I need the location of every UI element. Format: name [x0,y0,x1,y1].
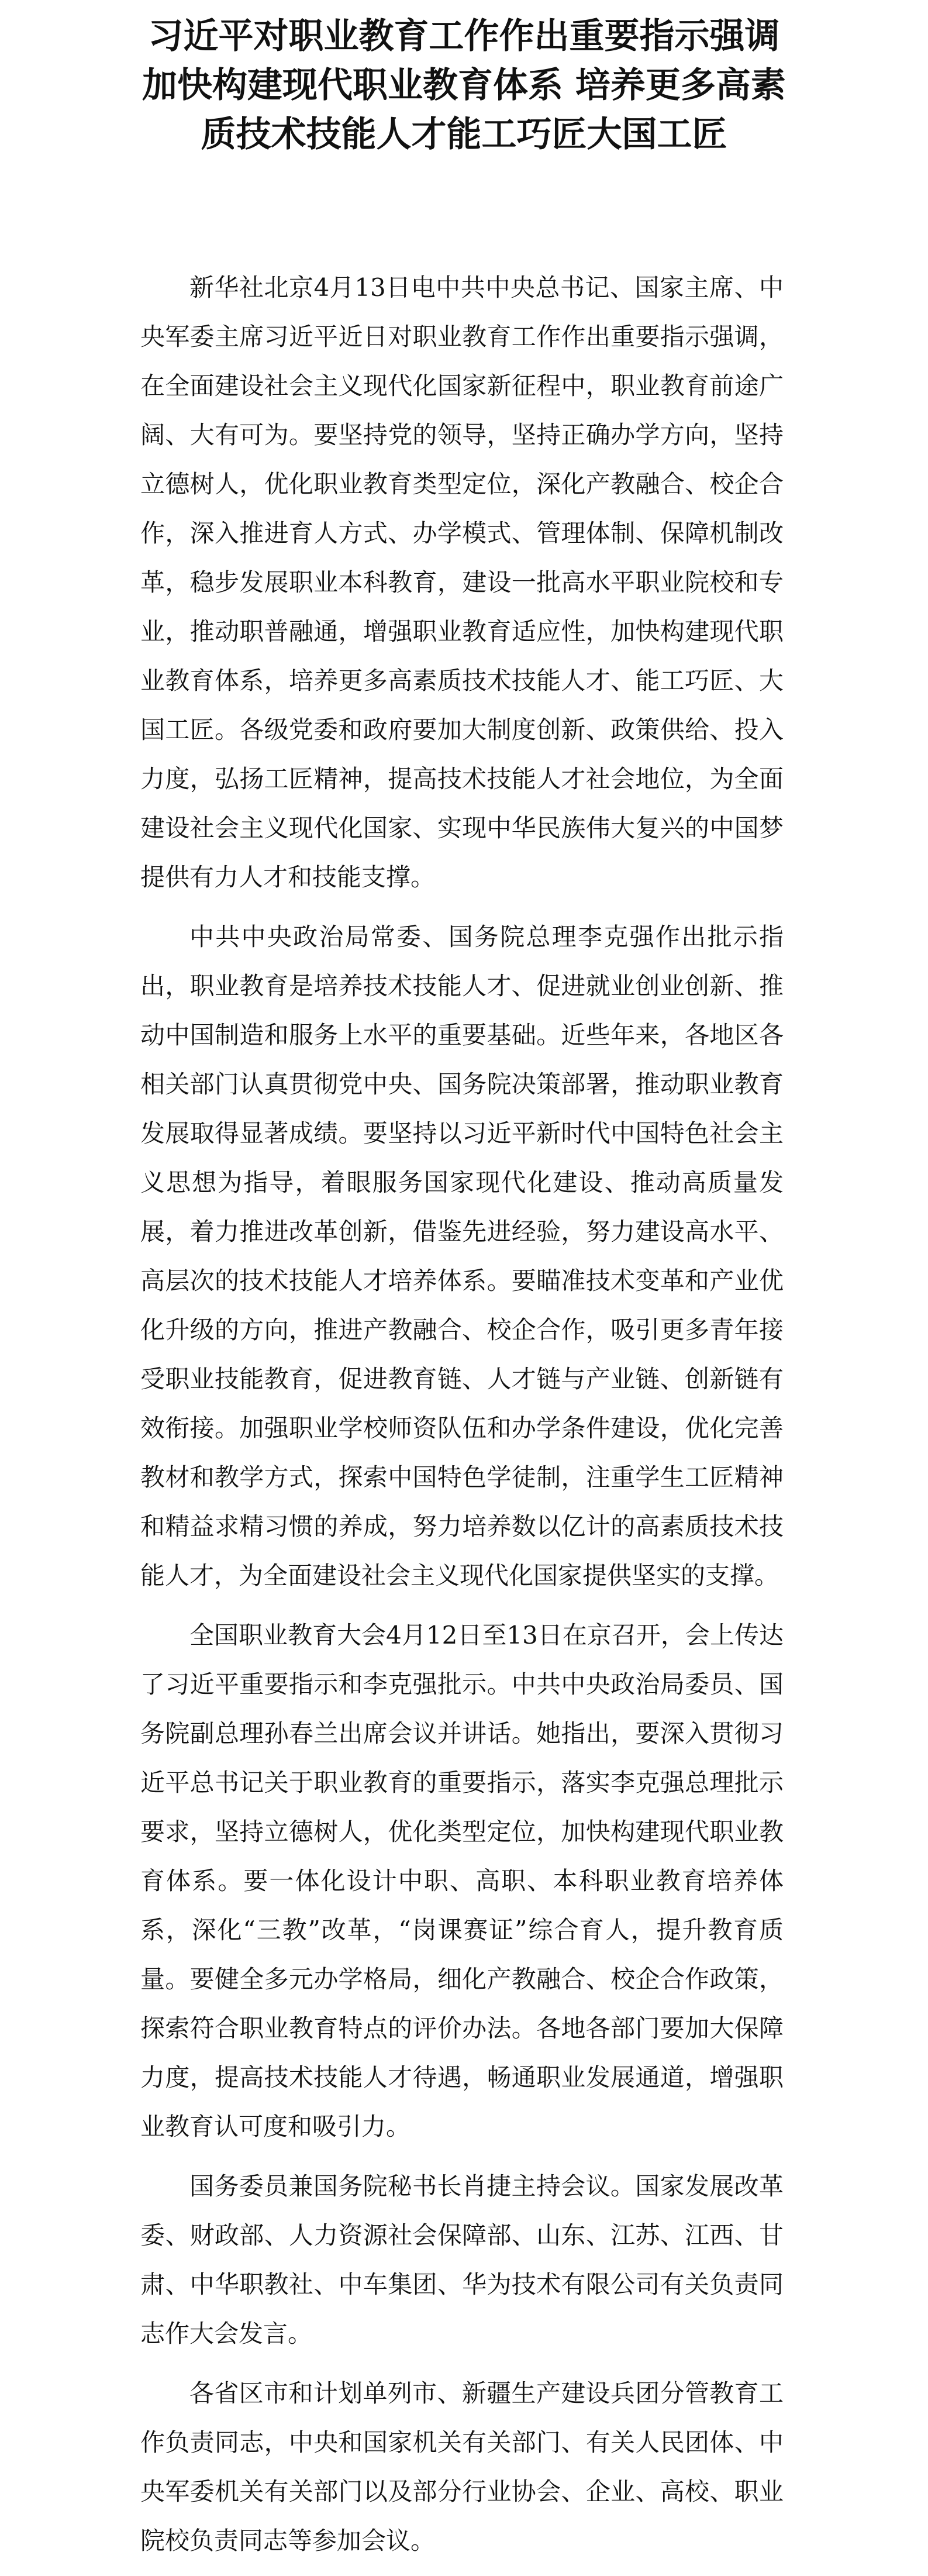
paragraph-2: 中共中央政治局常委、国务院总理李克强作出批示指出，职业教育是培养技术技能人才、促进就业创业创新、推动中国制造和服务上水平的重要基础。近些年来，各地区各相关部门认真贯彻党中央、国务院决策部署，推动职业教育发展取得显著成绩。要坚持以习近平新时代中国特色社会主义思想为指导，着眼服务国家现代化建设、推动高质量发展，着力推进改革创新，借鉴先进经验，努力建设高水平、高层次的技术技能人才培养体系。要瞄准技术变革和产业优化升级的方向，推进产教融合、校企合作，吸引更多青年接受职业技能教育，促进教育链、人才链与产业链、创新链有效衔接。加强职业学校师资队伍和办学条件建设，优化完善教材和教学方式，探索中国特色学徒制，注重学生工匠精神和精益求精习惯的养成，努力培养数以亿计的高素质技术技能人才，为全面建设社会主义现代化国家提供坚实的支撑。 [140,922,784,1590]
headline-line-1: 习近平对职业教育工作作出重要指示强调 [148,16,780,57]
article-headline [70,12,858,159]
paragraph-1: 新华社北京4月13日电中共中央总书记、国家主席、中央军委主席习近平近日对职业教育工作作出重要指示强调，在全面建设社会主义现代化国家新征程中，职业教育前途广阔、大有可为。要坚持党的领导，坚持正确办学方向，坚持立德树人，优化职业教育类型定位，深化产教融合、校企合作，深入推进育人方式、办学模式、管理体制、保障机制改革，稳步发展职业本科教育，建设一批高水平职业院校和专业，推动职普融通，增强职业教育适应性，加快构建现代职业教育体系，培养更多高素质技术技能人才、能工巧匠、大国工匠。各级党委和政府要加大制度创新、政策供给、投入力度，弘扬工匠精神，提高技术技能人才社会地位，为全面建设社会主义现代化国家、实现中华民族伟大复兴的中国梦提供有力人才和技能支撑。 [140,273,784,891]
paragraph-5: 各省区市和计划单列市、新疆生产建设兵团分管教育工作负责同志，中央和国家机关有关部门、有关人民团体、中央军委机关有关部门以及部分行业协会、企业、高校、职业院校负责同志等参加会议。 [140,2379,784,2555]
paragraph-3: 全国职业教育大会4月12日至13日在京召开，会上传达了习近平重要指示和李克强批示。中共中央政治局委员、国务院副总理孙春兰出席会议并讲话。她指出，要深入贯彻习近平总书记关于职业教育的重要指示，落实李克强总理批示要求，坚持立德树人，优化类型定位，加快构建现代职业教育体系。要一体化设计中职、高职、本科职业教育培养体系，深化“三教”改革，“岗课赛证”综合育人，提升教育质量。要健全多元办学格局，细化产教融合、校企合作政策，探索符合职业教育特点的评价办法。各地各部门要加大保障力度，提高技术技能人才待遇，畅通职业发展通道，增强职业教育认可度和吸引力。 [140,1621,784,2141]
headline-line-3: 质技术技能人才能工巧匠大国工匠 [201,114,727,155]
article-body [140,263,784,2576]
paragraph-4: 国务委员兼国务院秘书长肖捷主持会议。国家发展改革委、财政部、人力资源社会保障部、山东、江苏、江西、甘肃、中华职教社、中车集团、华为技术有限公司有关负责同志作大会发言。 [140,2172,784,2348]
headline-line-2: 加快构建现代职业教育体系 培养更多高素 [142,65,786,106]
